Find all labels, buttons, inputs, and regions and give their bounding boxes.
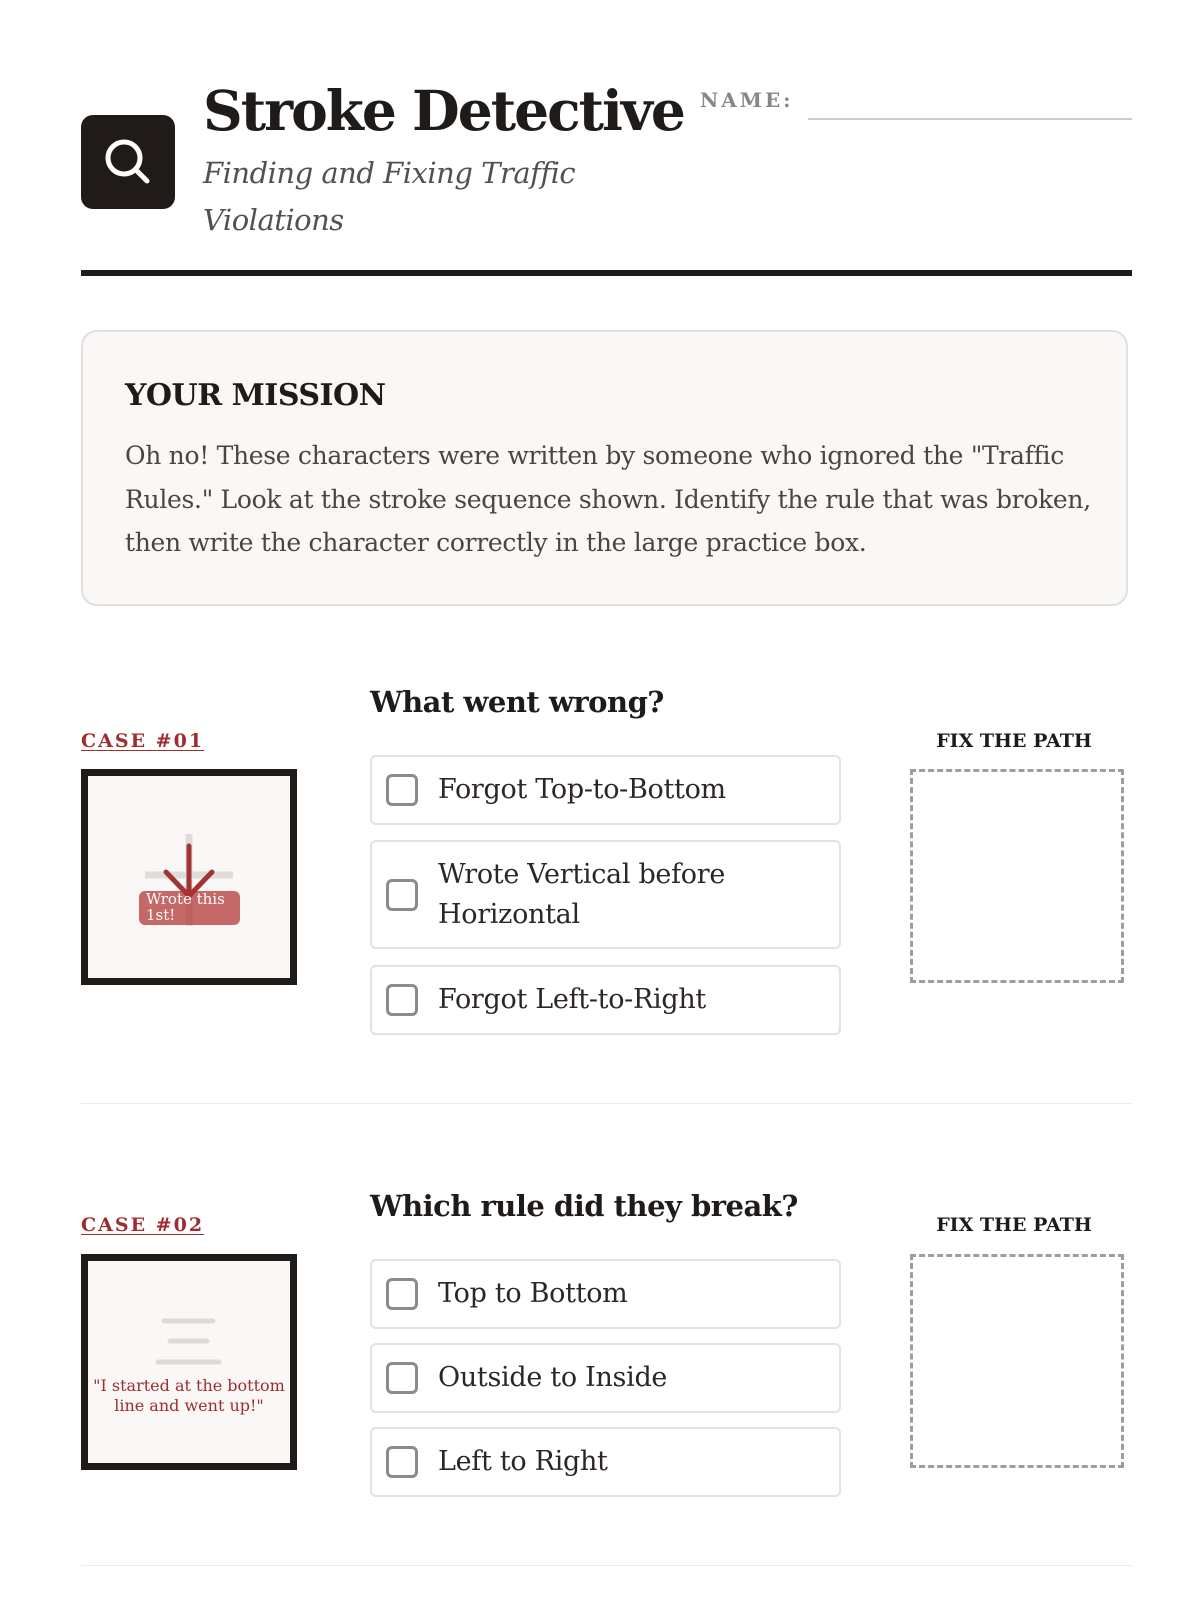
- header-divider: [81, 270, 1132, 276]
- answer-option[interactable]: [370, 1343, 841, 1413]
- case-quote-caption: "I started at the bottom line and went up!": [93, 1376, 285, 1415]
- mission-title: YOUR MISSION: [125, 378, 386, 413]
- answer-option[interactable]: [370, 840, 841, 949]
- mission-box: [81, 330, 1128, 606]
- answer-option[interactable]: [370, 1427, 841, 1497]
- case-question: What went wrong?: [370, 685, 664, 719]
- answer-option[interactable]: [370, 1259, 841, 1329]
- practice-box[interactable]: [910, 1254, 1124, 1468]
- answer-label: Left to Right: [438, 1446, 608, 1477]
- answer-label: Forgot Left-to-Right: [438, 984, 706, 1015]
- answer-checkbox[interactable]: [386, 774, 418, 806]
- answer-checkbox[interactable]: [386, 879, 418, 911]
- stroke-callout-tag: Wrote this 1st!: [139, 891, 240, 925]
- answer-checkbox[interactable]: [386, 1278, 418, 1310]
- case-label: CASE #02: [81, 1214, 205, 1236]
- magnifier-icon: [81, 115, 175, 209]
- case-divider: [81, 1103, 1132, 1104]
- answer-option[interactable]: [370, 965, 841, 1035]
- answer-label: Forgot Top-to-Bottom: [438, 774, 726, 805]
- case-question: Which rule did they break?: [370, 1189, 798, 1223]
- fix-label: FIX THE PATH: [936, 1214, 1092, 1236]
- stroke-diagram: [88, 1261, 290, 1463]
- name-write-line[interactable]: [808, 118, 1132, 120]
- name-label: NAME:: [700, 88, 794, 112]
- answer-label: Wrote Vertical before Horizontal: [438, 859, 726, 930]
- case-example-box: [81, 1254, 297, 1470]
- page-subtitle: Finding and Fixing Traffic Violations: [203, 156, 576, 237]
- page-title: Stroke Detective: [203, 78, 684, 143]
- mission-text: Oh no! These characters were written by someone who ignored the "Traffic Rules." Look at the stroke sequence shown. Identify the rule that was broken, then write the character correctly in the large practice box.: [125, 441, 1091, 557]
- answer-checkbox[interactable]: [386, 1362, 418, 1394]
- case-label: CASE #01: [81, 730, 205, 752]
- answer-option[interactable]: [370, 755, 841, 825]
- practice-box[interactable]: [910, 769, 1124, 983]
- answer-checkbox[interactable]: [386, 984, 418, 1016]
- answer-checkbox[interactable]: [386, 1446, 418, 1478]
- stroke-diagram: [88, 776, 290, 978]
- case-example-box: [81, 769, 297, 985]
- fix-label: FIX THE PATH: [936, 730, 1092, 752]
- answer-label: Outside to Inside: [438, 1362, 668, 1393]
- case-divider: [81, 1565, 1132, 1566]
- answer-label: Top to Bottom: [438, 1278, 628, 1309]
